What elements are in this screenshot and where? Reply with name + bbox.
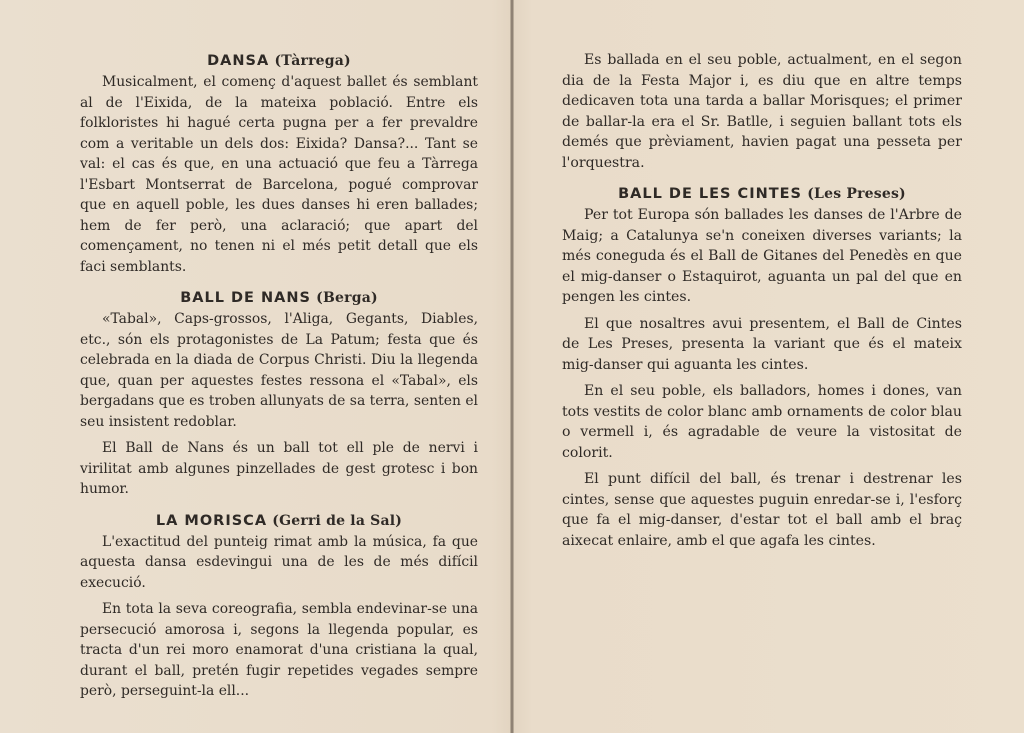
paragraph: Es ballada en el seu poble, actualment, en el segon dia de la Festa Major i, es diu que en altre temps dedicaven tota una tarda a ballar Morisques; el primer de ballar-la era el Sr. Batlle, i seguien ballant tots els demés que prèviament, havien pagat una pesseta per l'orquestra. bbox=[562, 52, 962, 171]
section-title-main: LA MORISCA bbox=[155, 512, 268, 529]
section-title-main: BALL DE NANS bbox=[180, 290, 311, 306]
paragraph: L'exactitud del punteig rimat amb la música, fa que aquesta dansa esdevingui una de les de més difícil execució. bbox=[80, 533, 478, 591]
section-morisca-continued bbox=[562, 50, 962, 173]
paragraph: El que nosaltres avui presentem, el Ball de Cintes de Les Preses, presenta la variant que és el mateix mig-danser qui aguanta les cintes. bbox=[562, 315, 962, 373]
section-title bbox=[80, 510, 478, 532]
section-title bbox=[562, 183, 962, 205]
section-title bbox=[80, 287, 478, 309]
paragraph: El Ball de Nans és un ball tot ell ple de nervi i virilitat amb algunes pinzellades de gest grotesc i bon humor. bbox=[80, 440, 478, 497]
right-page bbox=[514, 0, 1024, 733]
paragraph: El punt difícil del ball, és trenar i destrenar les cintes, sense que aquestes puguin enredar-se i, l'esforç que fa el mig-danser, d'estar tot el ball amb el braç aixecat enlaire, amb el que agafa les cintes. bbox=[562, 471, 962, 549]
paragraph: Per tot Europa són ballades les danses de l'Arbre de Maig; a Catalunya se'n coneixen diverses variants; la més coneguda és el Ball de Gitanes del Penedès en que el mig-danser o Estaquirot, aguanta un pal del que en pengen les cintes. bbox=[562, 207, 962, 305]
section-dansa bbox=[80, 50, 478, 277]
paragraph: En tota la seva coreografia, sembla endevinar-se una persecució amorosa i, segons la llegenda popular, es tracta d'un rei moro enamorat d'una cristiana la qual, durant el ball, pretén fugir repetides vegades sempre però, perseguint-la ell... bbox=[80, 601, 478, 699]
paragraph: En el seu poble, els balladors, homes i dones, van tots vestits de color blanc amb ornaments de color blau o vermell i, és agradable de veure la vistositat de colorit. bbox=[562, 383, 962, 461]
section-title-main: DANSA bbox=[207, 53, 270, 69]
section-la-morisca bbox=[80, 510, 478, 702]
paragraph: Musicalment, el començ d'aquest ballet és semblant al de l'Eixida, de la mateixa població. Entre els folkloristes hi hagué certa pugna per a fer prevaldre com a veritable un dels dos: Eixida? Dansa?... Tant se val: el cas és que, en una actuació que feu a Tàrrega l'Esbart Montserrat de Barcelona, pogué comprovar que en aquell poble, les dues danses hi eren ballades; hem de fer però, una aclaració; que apart del començament, no tenen ni el més petit detall que els faci semblants. bbox=[80, 74, 478, 275]
section-title-place: (Tàrrega) bbox=[274, 53, 351, 69]
section-title-place: (Berga) bbox=[316, 290, 378, 306]
section-ball-de-les-cintes bbox=[562, 183, 962, 551]
section-title-place: (Les Preses) bbox=[807, 186, 906, 202]
section-title-place: (Gerri de la Sal) bbox=[272, 512, 403, 529]
section-title bbox=[80, 50, 478, 72]
paragraph: «Tabal», Caps-grossos, l'Aliga, Gegants, Diables, etc., són els protagonistes de La Patum; festa que és celebrada en la diada de Corpus Christi. Diu la llegenda que, quan per aquestes festes ressona el «Tabal», els bergadans que es troben allunyats de sa terra, senten el seu insistent redoblar. bbox=[80, 311, 478, 430]
section-ball-de-nans bbox=[80, 287, 478, 500]
section-title-main: BALL DE LES CINTES bbox=[618, 186, 802, 202]
